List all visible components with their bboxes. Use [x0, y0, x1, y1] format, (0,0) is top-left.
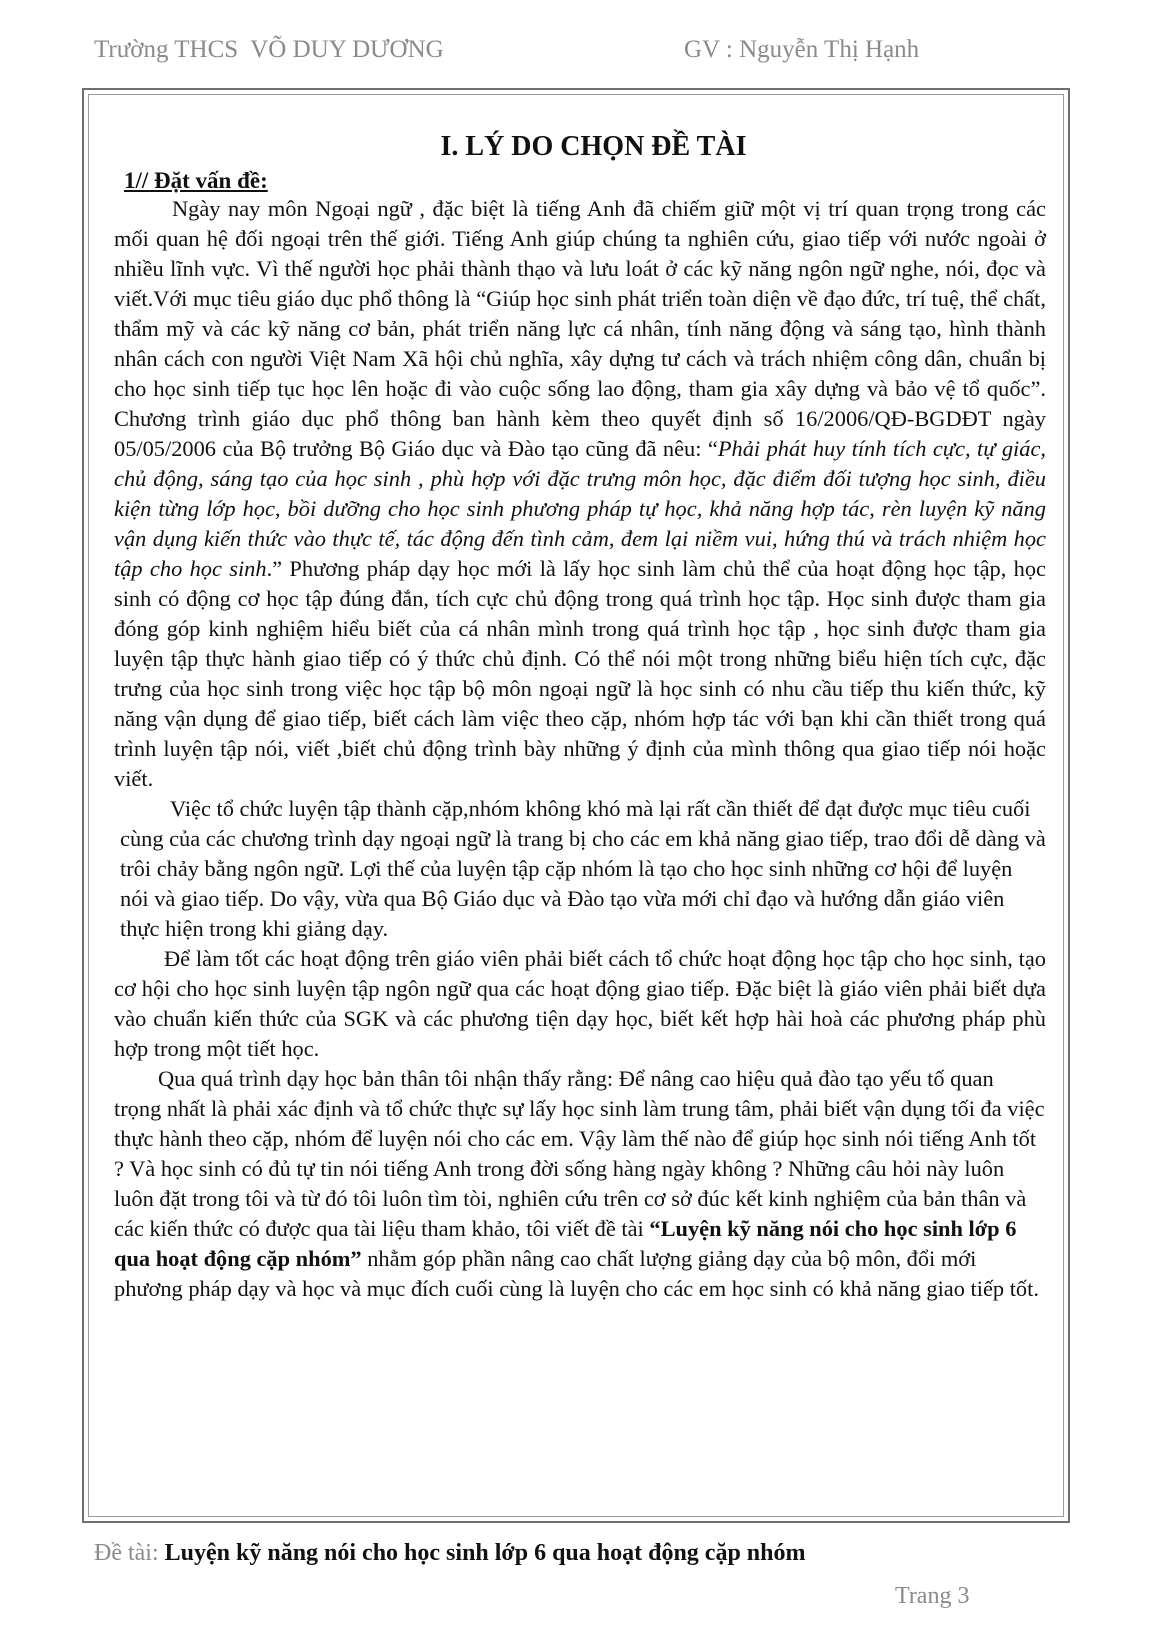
paragraph-4-text-a: Qua quá trình dạy học bản thân tôi nhận thấy rằng: Để nâng cao hiệu quả đào tạo yếu tố quan trọng nhất là phải xác định và tổ chức thực sự lấy học sinh làm trung tâm, phải biết vận dụng tối đa việc thực hành theo cặp, nhóm để luyện nói cho các em. Vậy làm thế nào để giúp học sinh nói tiếng Anh tốt ? Và học sinh có đủ tự tin nói tiếng Anh trong đời sống hàng ngày không ? Những câu hỏi này luôn luôn đặt trong tôi và từ đó tôi luôn tìm tòi, nghiên cứu trên cơ sở đúc kết kinh nghiệm của bản thân và các kiến thức có được qua tài liệu tham khảo, tôi viết đề tài	[114, 1066, 1045, 1241]
paragraph-1-quote: Phải phát huy tính tích cực, tự giác, chủ động, sáng tạo của học sinh , phù hợp với đặc trưng môn học, đặc điểm đối tượng học sinh, điều kiện từng lớp học, bồi dưỡng cho học sinh phương pháp tự học, khả năng hợp tác, rèn luyện kỹ năng vận dụng kiến thức vào thực tế, tác động đến tình cảm, đem lại niềm vui, hứng thú và trách nhiệm học tập cho học sinh	[114, 436, 1047, 581]
page-number: Trang 3	[895, 1583, 970, 1609]
page-footer	[94, 1540, 805, 1567]
footer-label: Đề tài:	[94, 1540, 165, 1566]
paragraph-1	[114, 194, 1046, 794]
section-title: I. LÝ DO CHỌN ĐỀ TÀI	[440, 131, 747, 162]
paragraph-4-text-b: nhằm góp phần nâng cao chất lượng giảng dạy của bộ môn, đổi mới phương pháp dạy và học và mục đích cuối cùng là luyện cho các em học sinh có khả năng giao tiếp tốt.	[114, 1246, 1039, 1301]
body-text	[114, 194, 1046, 1304]
teacher-name: GV : Nguyễn Thị Hạnh	[684, 36, 920, 63]
page-header	[94, 36, 964, 76]
footer-topic-title: Luyện kỹ năng nói cho học sinh lớp 6 qua hoạt động cặp nhóm	[164, 1540, 806, 1566]
paragraph-4	[114, 1064, 1046, 1304]
content-frame	[82, 88, 1070, 1523]
paragraph-3: Để làm tốt các hoạt động trên giáo viên phải biết cách tổ chức hoạt động học tập cho học sinh, tạo cơ hội cho học sinh luyện tập ngôn ngữ qua các hoạt động giao tiếp. Đặc biệt là giáo viên phải biết dựa vào chuẩn kiến thức của SGK và các phương tiện dạy học, biết kết hợp hài hoà các phương pháp phù hợp trong một tiết học.	[114, 946, 1046, 1061]
subheading: 1// Đặt vấn đề:	[124, 168, 268, 193]
paragraph-4-topic-title: “Luyện kỹ năng nói cho học sinh lớp 6 qua hoạt động cặp nhóm”	[114, 1216, 1017, 1271]
school-name: Trường THCS VÕ DUY DƯƠNG	[94, 36, 444, 63]
paragraph-1-text-b: .” Phương pháp dạy học mới là lấy học sinh làm chủ thể của hoạt động học tập, học sinh có động cơ học tập đúng đắn, tích cực chủ động trong quá trình học tập. Học sinh được tham gia đóng góp kinh nghiệm hiểu biết của cá nhân mình trong quá trình học tập , học sinh được tham gia luyện tập thực hành giao tiếp có ý thức chủ định. Có thể nói một trong những biểu hiện tích cực, đặc trưng của học sinh trong việc học tập bộ môn ngoại ngữ là học sinh có nhu cầu tiếp thu kiến thức, kỹ năng vận dụng để giao tiếp, biết cách làm việc theo cặp, nhóm hợp tác với bạn khi cần thiết trong quá trình luyện tập nói, viết ,biết chủ động trình bày những ý định của mình thông qua giao tiếp nói hoặc viết.	[114, 556, 1046, 791]
paragraph-1-text-a: Ngày nay môn Ngoại ngữ , đặc biệt là tiếng Anh đã chiếm giữ một vị trí quan trọng trong các mối quan hệ đối ngoại trên thế giới. Tiếng Anh giúp chúng ta nghiên cứu, giao tiếp với nước ngoài ở nhiều lĩnh vực. Vì thế người học phải thành thạo và lưu loát ở các kỹ năng ngôn ngữ nghe, nói, đọc và viết.Với mục tiêu giáo dục phổ thông là “Giúp học sinh phát triển toàn diện về đạo đức, trí tuệ, thể chất, thẩm mỹ và các kỹ năng cơ bản, phát triển năng lực cá nhân, tính năng động và sáng tạo, hình thành nhân cách con người Việt Nam Xã hội chủ nghĩa, xây dựng tư cách và trách nhiệm công dân, chuẩn bị cho học sinh tiếp tục học lên hoặc đi vào cuộc sống lao động, tham gia xây dựng và bảo vệ tổ quốc”. Chương trình giáo dục phổ thông ban hành kèm theo quyết định số 16/2006/QĐ-BGDĐT ngày 05/05/2006 của Bộ trưởng Bộ Giáo dục và Đào tạo cũng đã nêu: “	[114, 196, 1046, 461]
paragraph-2: Việc tổ chức luyện tập thành cặp,nhóm không khó mà lại rất cần thiết để đạt được mục tiêu cuối cùng của các chương trình dạy ngoại ngữ là trang bị cho các em khả năng giao tiếp, trao đổi dễ dàng và trôi chảy bằng ngôn ngữ. Lợi thế của luyện tập cặp nhóm là tạo cho học sinh những cơ hội để luyện nói và giao tiếp. Do vậy, vừa qua Bộ Giáo dục và Đào tạo vừa mới chỉ đạo và hướng dẫn giáo viên thực hiện trong khi giảng dạy.	[120, 796, 1046, 941]
